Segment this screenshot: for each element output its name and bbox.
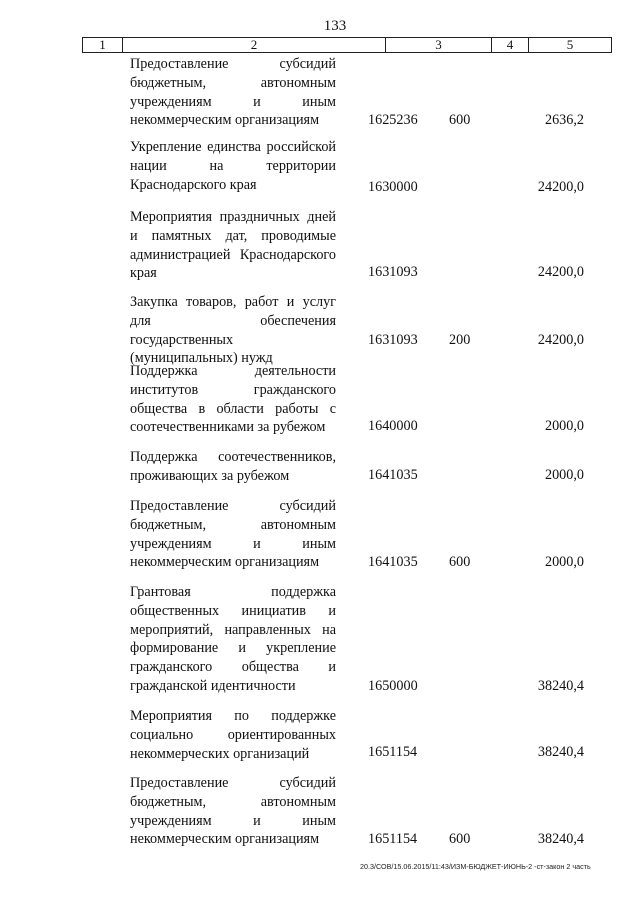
row-code: 1641035 [368,467,418,483]
header-col-2: 2 [123,38,386,52]
row-sum: 38240,4 [537,831,584,847]
row-type: 600 [449,554,471,570]
row-sum: 24200,0 [537,332,584,348]
row-name: Грантовая поддержка общественных инициатив и мероприятий, направленных на формирование и укрепление гражданского общества и гражданской идентичности [130,584,336,694]
row-name: Мероприятия по поддержке социально ориентированных некоммерческих организаций [130,708,336,762]
row-name: Укрепление единства российской нации на территории Краснодарского края [130,139,336,193]
row-code: 1631093 [368,332,418,348]
row-code: 1625236 [368,112,418,128]
row-sum: 24200,0 [537,264,584,280]
page-number: 133 [323,18,347,34]
row-name: Мероприятия праздничных дней и памятных дат, проводимые администрацией Краснодарского края [130,209,336,282]
row-sum: 24200,0 [537,179,584,195]
row-type: 600 [449,831,471,847]
row-sum: 38240,4 [537,678,584,694]
row-sum: 2000,0 [544,467,584,483]
row-name: Поддержка соотечественников, проживающих за рубежом [130,449,336,484]
row-name: Поддержка деятельности институтов гражданского общества в области работы с соотечественниками за рубежом [130,363,336,436]
row-code: 1641035 [368,554,418,570]
row-code: 1631093 [368,264,418,280]
row-name: Предоставление субсидий бюджетным, автономным учреждениям и иным некоммерческим организациям [130,775,336,848]
row-code: 1651154 [368,744,418,760]
header-col-4: 4 [492,38,529,52]
document-footer-note: 20.3/СОВ/15.06.2015/11:43/ИЗМ-БЮДЖЕТ-ИЮНЬ-2 -ст-закон 2 часть [360,862,591,871]
row-code: 1640000 [368,418,418,434]
header-col-5: 5 [566,37,574,52]
row-sum: 2000,0 [544,418,584,434]
row-sum: 38240,4 [537,744,584,760]
row-name: Предоставление субсидий бюджетным, автономным учреждениям и иным некоммерческим организациям [130,498,336,571]
row-type: 200 [449,332,471,348]
row-code: 1650000 [368,678,418,694]
row-code: 1630000 [368,179,418,195]
row-code: 1651154 [368,831,418,847]
row-name: Закупка товаров, работ и услуг для обеспечения государственных (муниципальных) нужд [130,294,336,367]
row-sum: 2636,2 [544,112,584,128]
header-col-1: 1 [83,38,123,52]
table-header [82,37,612,53]
header-col-3: 3 [386,38,492,52]
row-sum: 2000,0 [544,554,584,570]
row-name: Предоставление субсидий бюджетным, автономным учреждениям и иным некоммерческим организациям [130,56,336,129]
row-type: 600 [449,112,471,128]
